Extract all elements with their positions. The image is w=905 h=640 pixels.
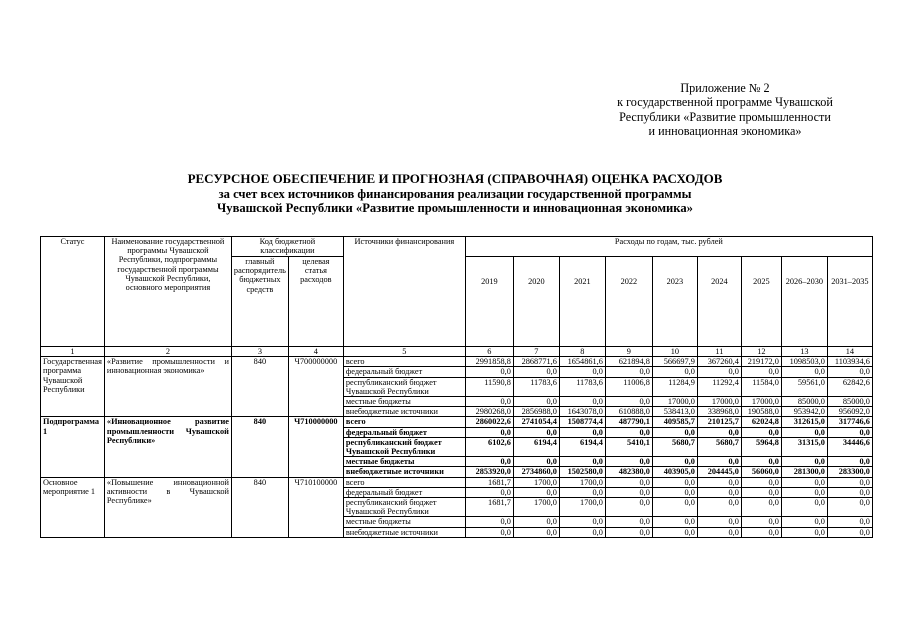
header-year: 2019	[465, 257, 513, 347]
source-cell: местные бюджеты	[343, 457, 465, 467]
appendix-note	[560, 81, 890, 139]
status-cell: Подпрограмма 1	[41, 417, 105, 477]
value-cell: 0,0	[559, 457, 605, 467]
value-cell: 0,0	[465, 457, 513, 467]
appendix-line-3: Республики «Развитие промышленности	[619, 109, 831, 124]
value-cell: 0,0	[741, 487, 781, 497]
value-cell: 11783,6	[513, 377, 559, 396]
value-cell: 0,0	[513, 457, 559, 467]
source-cell: всего	[343, 477, 465, 487]
value-cell: 0,0	[652, 457, 697, 467]
value-cell: 11292,4	[697, 377, 741, 396]
value-cell: 17000,0	[652, 397, 697, 407]
status-cell: Основное мероприятие 1	[41, 477, 105, 537]
value-cell: 0,0	[741, 367, 781, 377]
value-cell: 1700,0	[513, 477, 559, 487]
value-cell: 0,0	[652, 487, 697, 497]
value-cell: 0,0	[652, 427, 697, 437]
manager-cell: 840	[231, 417, 288, 477]
value-cell: 62024,8	[741, 417, 781, 427]
value-cell: 1643078,0	[559, 407, 605, 417]
value-cell: 2741054,4	[513, 417, 559, 427]
value-cell: 1681,7	[465, 498, 513, 517]
value-cell: 0,0	[605, 397, 652, 407]
value-cell: 2856988,0	[513, 407, 559, 417]
header-year: 2025	[741, 257, 781, 347]
header-article: целевая статья расходов	[288, 257, 343, 347]
value-cell: 1098503,0	[781, 357, 827, 367]
column-index-row	[41, 347, 873, 357]
value-cell: 312615,0	[781, 417, 827, 427]
value-cell: 0,0	[781, 498, 827, 517]
value-cell: 5680,7	[697, 437, 741, 456]
value-cell: 0,0	[559, 397, 605, 407]
header-year: 2023	[652, 257, 697, 347]
value-cell: 0,0	[741, 427, 781, 437]
value-cell: 0,0	[465, 487, 513, 497]
name-cell: «Повышение инновационной активности в Чувашской Республике»	[104, 477, 231, 537]
value-cell: 0,0	[513, 397, 559, 407]
value-cell: 0,0	[605, 367, 652, 377]
value-cell: 0,0	[605, 427, 652, 437]
value-cell: 11590,8	[465, 377, 513, 396]
value-cell: 1508774,4	[559, 417, 605, 427]
value-cell: 0,0	[827, 427, 872, 437]
table-row	[41, 357, 873, 367]
value-cell: 956092,0	[827, 407, 872, 417]
value-cell: 1502580,0	[559, 467, 605, 477]
value-cell: 11783,6	[559, 377, 605, 396]
value-cell: 1700,0	[559, 477, 605, 487]
value-cell: 409585,7	[652, 417, 697, 427]
source-cell: федеральный бюджет	[343, 367, 465, 377]
header-year: 2021	[559, 257, 605, 347]
header-expenses: Расходы по годам, тыс. рублей	[465, 237, 872, 257]
column-index: 14	[827, 347, 872, 357]
value-cell: 0,0	[559, 367, 605, 377]
value-cell: 210125,7	[697, 417, 741, 427]
value-cell: 11006,8	[605, 377, 652, 396]
value-cell: 0,0	[697, 517, 741, 527]
appendix-line-1: Приложение № 2	[680, 81, 770, 95]
value-cell: 85000,0	[781, 397, 827, 407]
value-cell: 0,0	[741, 527, 781, 537]
value-cell: 0,0	[559, 427, 605, 437]
article-cell: Ч710000000	[288, 417, 343, 477]
value-cell: 190588,0	[741, 407, 781, 417]
appendix-line-4: и инновационная экономика»	[648, 124, 802, 139]
title-line-2: за счет всех источников финансирования реализации государственной программы	[218, 186, 692, 201]
value-cell: 17000,0	[741, 397, 781, 407]
header-year: 2024	[697, 257, 741, 347]
value-cell: 0,0	[781, 457, 827, 467]
article-cell: Ч700000000	[288, 357, 343, 417]
column-index: 8	[559, 347, 605, 357]
source-cell: республиканский бюджет Чувашской Республики	[343, 437, 465, 456]
value-cell: 5410,1	[605, 437, 652, 456]
value-cell: 0,0	[605, 498, 652, 517]
value-cell: 6194,4	[513, 437, 559, 456]
value-cell: 0,0	[827, 367, 872, 377]
value-cell: 0,0	[605, 477, 652, 487]
value-cell: 1654861,6	[559, 357, 605, 367]
source-cell: внебюджетные источники	[343, 527, 465, 537]
value-cell: 0,0	[781, 527, 827, 537]
value-cell: 0,0	[465, 397, 513, 407]
value-cell: 56060,0	[741, 467, 781, 477]
value-cell: 0,0	[652, 527, 697, 537]
value-cell: 6102,6	[465, 437, 513, 456]
value-cell: 2868771,6	[513, 357, 559, 367]
value-cell: 0,0	[697, 457, 741, 467]
value-cell: 0,0	[652, 367, 697, 377]
value-cell: 2860022,6	[465, 417, 513, 427]
column-index: 10	[652, 347, 697, 357]
column-index: 3	[231, 347, 288, 357]
header-code: Код бюджетной классификации	[231, 237, 343, 257]
value-cell: 2734860,0	[513, 467, 559, 477]
value-cell: 487790,1	[605, 417, 652, 427]
header-year: 2022	[605, 257, 652, 347]
value-cell: 0,0	[741, 498, 781, 517]
value-cell: 34446,6	[827, 437, 872, 456]
header-year: 2020	[513, 257, 559, 347]
value-cell: 0,0	[605, 517, 652, 527]
value-cell: 0,0	[559, 527, 605, 537]
article-cell: Ч710100000	[288, 477, 343, 537]
source-cell: всего	[343, 357, 465, 367]
value-cell: 0,0	[827, 487, 872, 497]
value-cell: 0,0	[697, 367, 741, 377]
value-cell: 0,0	[741, 457, 781, 467]
value-cell: 85000,0	[827, 397, 872, 407]
value-cell: 338968,0	[697, 407, 741, 417]
value-cell: 59561,0	[781, 377, 827, 396]
header-name: Наименование государственной программы Чувашской Республики, подпрограммы государственной программы Чувашской Республики, основного мероприятия	[104, 237, 231, 347]
value-cell: 0,0	[513, 487, 559, 497]
value-cell: 953942,0	[781, 407, 827, 417]
value-cell: 1700,0	[513, 498, 559, 517]
value-cell: 566697,9	[652, 357, 697, 367]
value-cell: 0,0	[741, 517, 781, 527]
column-index: 13	[781, 347, 827, 357]
value-cell: 0,0	[697, 527, 741, 537]
value-cell: 0,0	[652, 477, 697, 487]
source-cell: федеральный бюджет	[343, 427, 465, 437]
value-cell: 317746,6	[827, 417, 872, 427]
title-line-3: Чувашской Республики «Развитие промышленности и инновационная экономика»	[217, 201, 693, 216]
value-cell: 0,0	[827, 477, 872, 487]
value-cell: 281300,0	[781, 467, 827, 477]
value-cell: 0,0	[741, 477, 781, 487]
value-cell: 219172,0	[741, 357, 781, 367]
document-title	[40, 172, 870, 216]
value-cell: 0,0	[781, 487, 827, 497]
value-cell: 0,0	[781, 517, 827, 527]
value-cell: 2980268,0	[465, 407, 513, 417]
source-cell: внебюджетные источники	[343, 407, 465, 417]
header-sources: Источники финансирования	[343, 237, 465, 347]
value-cell: 0,0	[697, 477, 741, 487]
status-cell: Государственная программа Чувашской Республики	[41, 357, 105, 417]
source-cell: местные бюджеты	[343, 517, 465, 527]
value-cell: 0,0	[465, 517, 513, 527]
column-index: 1	[41, 347, 105, 357]
value-cell: 0,0	[697, 487, 741, 497]
value-cell: 0,0	[559, 517, 605, 527]
manager-cell: 840	[231, 357, 288, 417]
value-cell: 2991858,8	[465, 357, 513, 367]
table-row	[41, 477, 873, 487]
value-cell: 0,0	[781, 477, 827, 487]
column-index: 2	[104, 347, 231, 357]
value-cell: 11284,9	[652, 377, 697, 396]
manager-cell: 840	[231, 477, 288, 537]
value-cell: 0,0	[513, 427, 559, 437]
value-cell: 621894,8	[605, 357, 652, 367]
value-cell: 0,0	[465, 427, 513, 437]
value-cell: 0,0	[781, 427, 827, 437]
value-cell: 403905,0	[652, 467, 697, 477]
value-cell: 6194,4	[559, 437, 605, 456]
value-cell: 0,0	[781, 367, 827, 377]
value-cell: 31315,0	[781, 437, 827, 456]
value-cell: 0,0	[697, 498, 741, 517]
value-cell: 482380,0	[605, 467, 652, 477]
value-cell: 0,0	[827, 527, 872, 537]
header-status: Статус	[41, 237, 105, 347]
value-cell: 283300,0	[827, 467, 872, 477]
value-cell: 0,0	[605, 487, 652, 497]
value-cell: 367260,4	[697, 357, 741, 367]
name-cell: «Развитие промышленности и инновационная экономика»	[104, 357, 231, 417]
value-cell: 0,0	[697, 427, 741, 437]
value-cell: 610888,0	[605, 407, 652, 417]
column-index: 11	[697, 347, 741, 357]
name-cell: «Инновационное развитие промышленности Чувашской Республики»	[104, 417, 231, 477]
value-cell: 5964,8	[741, 437, 781, 456]
value-cell: 0,0	[827, 498, 872, 517]
appendix-line-2: к государственной программе Чувашской	[617, 95, 833, 110]
value-cell: 5680,7	[652, 437, 697, 456]
column-index: 9	[605, 347, 652, 357]
value-cell: 0,0	[652, 517, 697, 527]
value-cell: 1681,7	[465, 477, 513, 487]
value-cell: 1700,0	[559, 498, 605, 517]
column-index: 12	[741, 347, 781, 357]
value-cell: 0,0	[827, 517, 872, 527]
value-cell: 0,0	[513, 367, 559, 377]
value-cell: 11584,0	[741, 377, 781, 396]
header-year: 2026–2030	[781, 257, 827, 347]
header-year: 2031–2035	[827, 257, 872, 347]
column-index: 4	[288, 347, 343, 357]
table-row	[41, 417, 873, 427]
value-cell: 538413,0	[652, 407, 697, 417]
source-cell: республиканский бюджет Чувашской Республики	[343, 377, 465, 396]
source-cell: республиканский бюджет Чувашской Республики	[343, 498, 465, 517]
value-cell: 0,0	[559, 487, 605, 497]
title-line-1: РЕСУРСНОЕ ОБЕСПЕЧЕНИЕ И ПРОГНОЗНАЯ (СПРАВОЧНАЯ) ОЦЕНКА РАСХОДОВ	[187, 171, 723, 186]
value-cell: 62842,6	[827, 377, 872, 396]
column-index: 5	[343, 347, 465, 357]
value-cell: 0,0	[513, 527, 559, 537]
value-cell: 0,0	[605, 457, 652, 467]
value-cell: 0,0	[513, 517, 559, 527]
column-index: 7	[513, 347, 559, 357]
header-row-1	[41, 237, 873, 257]
source-cell: всего	[343, 417, 465, 427]
header-manager: главный распорядитель бюджетных средств	[231, 257, 288, 347]
value-cell: 17000,0	[697, 397, 741, 407]
value-cell: 0,0	[827, 457, 872, 467]
column-index: 6	[465, 347, 513, 357]
source-cell: внебюджетные источники	[343, 467, 465, 477]
value-cell: 0,0	[465, 367, 513, 377]
value-cell: 204445,0	[697, 467, 741, 477]
source-cell: федеральный бюджет	[343, 487, 465, 497]
resource-table	[40, 236, 873, 538]
value-cell: 2853920,0	[465, 467, 513, 477]
value-cell: 0,0	[605, 527, 652, 537]
value-cell: 1103934,6	[827, 357, 872, 367]
value-cell: 0,0	[465, 527, 513, 537]
source-cell: местные бюджеты	[343, 397, 465, 407]
value-cell: 0,0	[652, 498, 697, 517]
